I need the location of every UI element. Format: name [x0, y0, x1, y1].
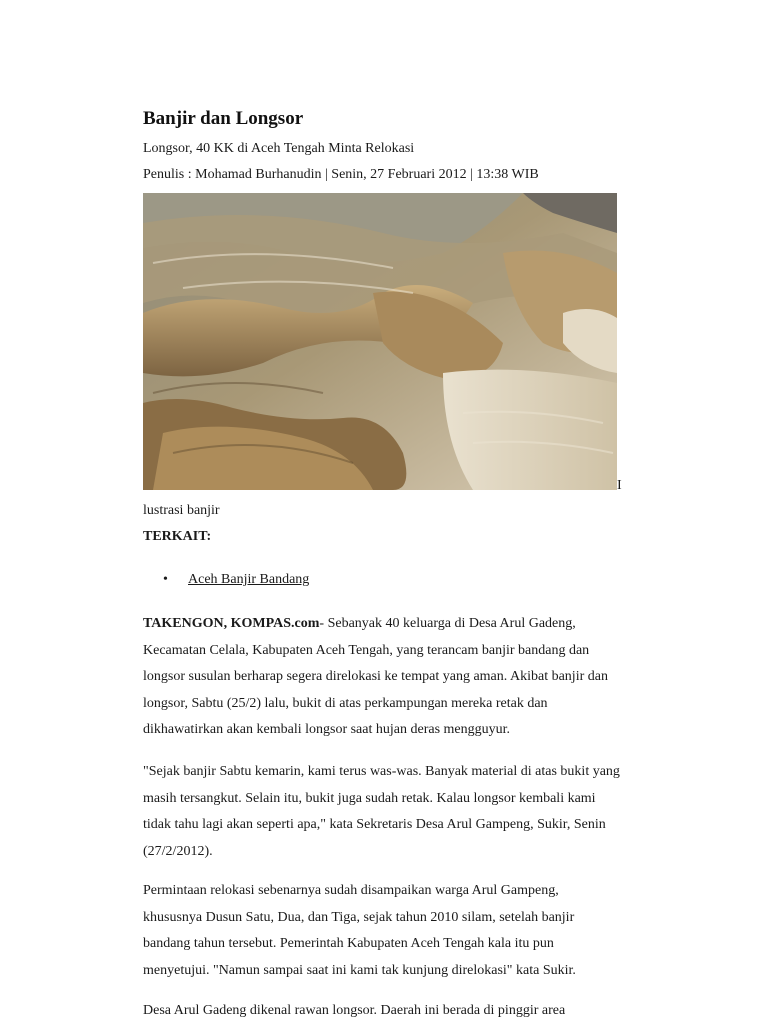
article-subtitle: Longsor, 40 KK di Aceh Tengah Minta Relokasi — [143, 141, 415, 156]
article-byline: Penulis : Mohamad Burhanudin | Senin, 27 Februari 2012 | 13:38 WIB — [143, 167, 539, 182]
bullet-icon: • — [163, 572, 168, 587]
article-title: Banjir dan Longsor — [143, 108, 304, 129]
flood-photo — [143, 193, 617, 490]
paragraph-2: "Sejak banjir Sabtu kemarin, kami terus was-was. Banyak material di atas bukit yang masih tersangkut. Selain itu, bukit juga sudah retak. Kalau longsor kembali kami tidak tahu lagi akan seperti apa," kata Sekretaris Desa Arul Gampeng, Sukir, Senin (27/2/2012). — [143, 764, 620, 859]
related-links — [143, 572, 309, 588]
related-item — [143, 572, 309, 588]
paragraph-1 — [143, 611, 621, 744]
photo-caption: lustrasi banjir — [143, 503, 220, 518]
paragraph-4: Desa Arul Gadeng dikenal rawan longsor. Daerah ini berada di pinggir area — [143, 1003, 566, 1018]
related-label: TERKAIT: — [143, 529, 212, 544]
caption-initial: I — [617, 478, 622, 493]
paragraph-1-body: - Sebanyak 40 keluarga di Desa Arul Gadeng, Kecamatan Celala, Kabupaten Aceh Tengah, yang terancam banjir bandang dan longsor susulan berharap segera direlokasi ke tempat yang aman. Akibat banjir dan longsor, Sabtu (25/2) lalu, bukit di atas perkampungan mereka retak dan dikhawatirkan akan kembali longsor saat hujan deras mengguyur. — [143, 616, 608, 737]
related-link-aceh-banjir-bandang[interactable]: Aceh Banjir Bandang — [188, 572, 310, 587]
paragraph-3: Permintaan relokasi sebenarnya sudah disampaikan warga Arul Gampeng, khususnya Dusun Satu, Dua, dan Tiga, sejak tahun 2010 silam, setelah banjir bandang tahun tersebut. Pemerintah Kabupaten Aceh Tengah kala itu pun menyetujui. "Namun sampai saat ini kami tak kunjung direlokasi" kata Sukir. — [143, 883, 576, 978]
dateline: TAKENGON, KOMPAS.com — [143, 616, 320, 631]
